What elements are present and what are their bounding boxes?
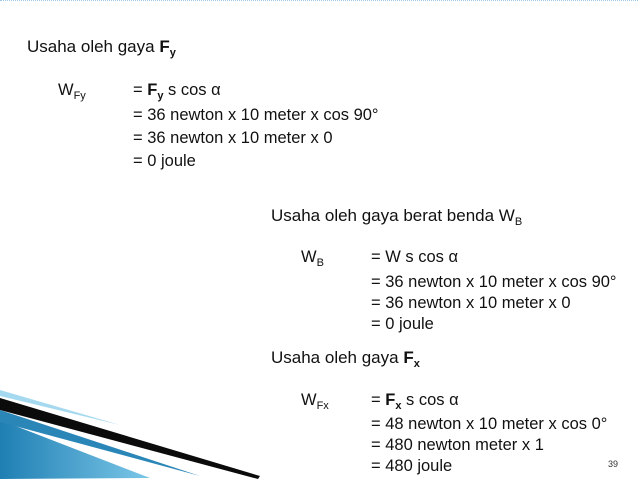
top-dotted-rule (0, 0, 638, 6)
section-fx-line-2: = 480 newton meter x 1 (371, 436, 544, 454)
section-wb-lhs-var: W (301, 248, 317, 266)
section-wb-title-sub: B (514, 216, 523, 228)
section-fx-title-var: F (403, 348, 414, 367)
section-fy-title-sub: y (169, 47, 176, 59)
section-fy-lhs-var: W (58, 81, 74, 99)
section-fy-title-var: F (159, 37, 170, 56)
section-fy-line-1: = 36 newton x 10 meter x cos 90° (133, 106, 379, 124)
section-fx-lhs-sub: Fx (316, 400, 329, 412)
section-fx-line-3: = 480 joule (371, 457, 453, 475)
section-fx-eq-first (371, 390, 459, 410)
section-fx-eq-rest: s cos α (401, 391, 459, 409)
section-fy-eq-force: F (147, 81, 158, 99)
section-fx-line-1: = 48 newton x 10 meter x cos 0° (371, 415, 608, 433)
section-fx-lhs (301, 390, 329, 410)
section-wb-title-text: Usaha oleh gaya berat benda (271, 206, 499, 225)
section-fx-title (271, 348, 420, 368)
decorative-stripes (0, 380, 260, 479)
section-fy-eq-rest: s cos α (163, 81, 221, 99)
section-wb-title (271, 206, 522, 226)
section-wb-lhs (301, 247, 324, 267)
section-fx-eq-force: F (385, 391, 396, 409)
section-wb-title-var: W (498, 206, 515, 225)
page-number: 39 (607, 459, 618, 469)
section-fy-title (27, 37, 176, 57)
section-fy-eq-force-sub: y (157, 90, 164, 102)
section-fx-title-text: Usaha oleh gaya (271, 348, 404, 367)
section-fy-line-3: = 0 joule (133, 152, 196, 170)
section-fy-line-2: = 36 newton x 10 meter x 0 (133, 129, 333, 147)
section-wb-lhs-sub: B (316, 257, 324, 269)
section-wb-line-3: = 0 joule (371, 315, 434, 333)
section-wb-line-2: = 36 newton x 10 meter x 0 (371, 294, 571, 312)
section-fx-eq-force-sub: x (395, 400, 402, 412)
section-wb-eq-first: = W s cos α (371, 248, 459, 266)
section-fy-lhs (58, 80, 86, 100)
section-fx-title-sub: x (413, 358, 420, 370)
section-wb-line-1: = 36 newton x 10 meter x cos 90° (371, 273, 617, 291)
section-fy-lhs-sub: Fy (73, 90, 86, 102)
section-fy-eq-sign: = (133, 81, 148, 99)
section-fx-lhs-var: W (301, 391, 317, 409)
section-fy-title-text: Usaha oleh gaya (27, 37, 160, 56)
section-fy-eq-first (133, 80, 221, 100)
section-fx-eq-sign: = (371, 391, 386, 409)
